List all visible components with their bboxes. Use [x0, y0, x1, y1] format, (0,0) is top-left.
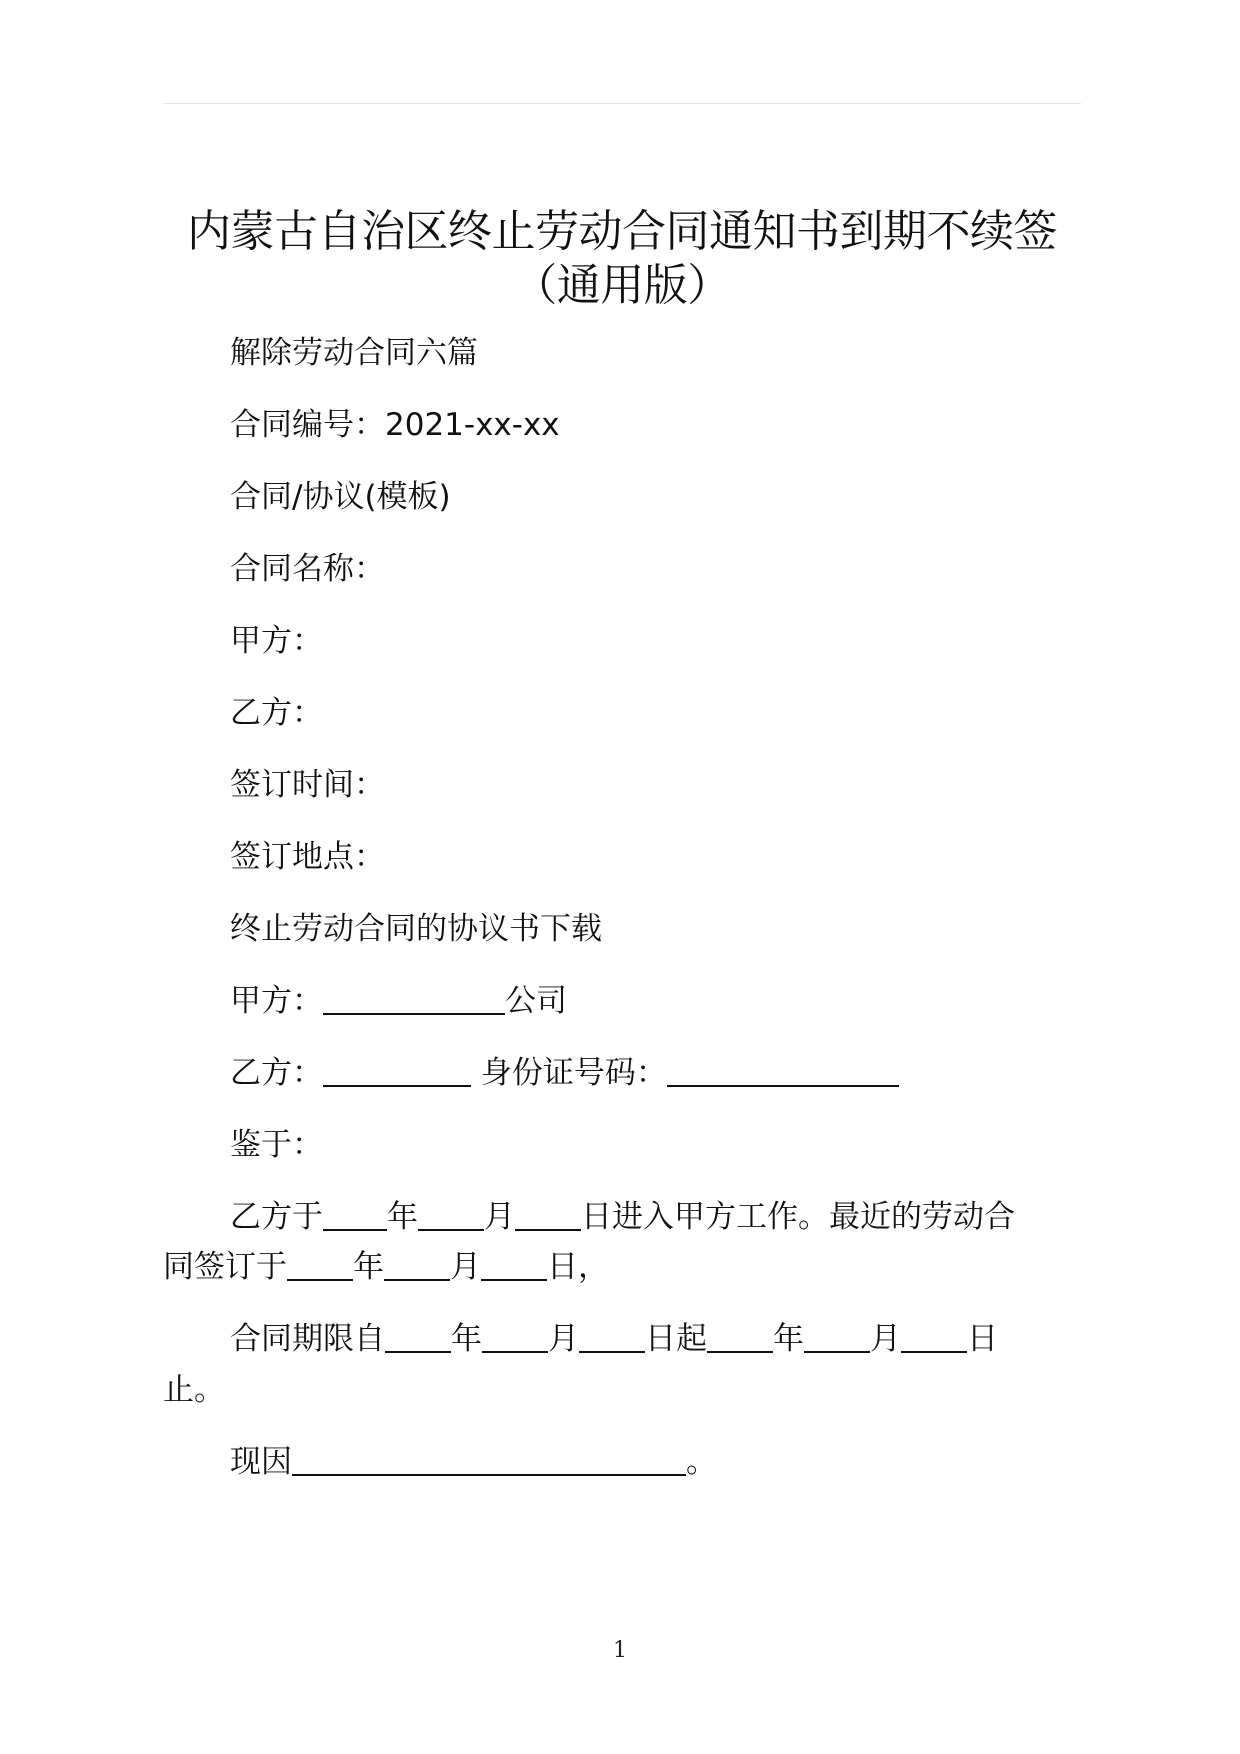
text: 月	[484, 1199, 515, 1235]
day-blank[interactable]	[481, 1249, 547, 1281]
text: 日，	[547, 1249, 609, 1285]
reason-line	[230, 1442, 717, 1482]
party-b-text: 乙方：	[230, 1055, 323, 1091]
party-b-blank[interactable]	[323, 1055, 471, 1087]
company-text: 公司	[505, 983, 567, 1019]
text: 月	[870, 1321, 901, 1357]
text: 年	[387, 1199, 418, 1235]
year-blank[interactable]	[287, 1249, 353, 1281]
start-day-blank[interactable]	[579, 1321, 645, 1353]
text: 现因	[230, 1444, 292, 1480]
reason-blank[interactable]	[292, 1444, 686, 1476]
contract-name-label: 合同名称：	[230, 551, 385, 587]
party-a-blank[interactable]	[323, 983, 505, 1015]
subtitle-line: 解除劳动合同六篇	[230, 335, 478, 371]
id-number-blank[interactable]	[667, 1055, 899, 1087]
year-blank[interactable]	[323, 1199, 387, 1231]
party-a-label: 甲方：	[230, 623, 323, 659]
signing-place-label: 签订地点：	[230, 839, 385, 875]
text: 月	[450, 1249, 481, 1285]
text: 日	[967, 1321, 998, 1357]
text: 合同期限自	[230, 1321, 385, 1357]
text: 年	[773, 1321, 804, 1357]
month-blank[interactable]	[384, 1249, 450, 1281]
end-year-blank[interactable]	[707, 1321, 773, 1353]
title-line-2: （通用版）	[513, 260, 731, 311]
text: 月	[548, 1321, 579, 1357]
term-end-text: 止。	[163, 1372, 225, 1408]
text: 年	[353, 1249, 384, 1285]
contract-number: 合同编号：2021-xx-xx	[230, 407, 560, 443]
text: 年	[451, 1321, 482, 1357]
text: 日起	[645, 1321, 707, 1357]
party-b-label: 乙方：	[230, 695, 323, 731]
header-rule	[163, 103, 1081, 104]
page-number: 1	[613, 1638, 627, 1663]
start-month-blank[interactable]	[482, 1321, 548, 1353]
contract-term-line	[230, 1319, 998, 1359]
id-number-label: 身份证号码：	[480, 1055, 667, 1091]
section-heading: 终止劳动合同的协议书下载	[230, 911, 602, 947]
party-b-line	[230, 1053, 899, 1093]
text: 同签订于	[163, 1249, 287, 1285]
document-title	[163, 205, 1081, 313]
start-year-blank[interactable]	[385, 1321, 451, 1353]
employment-date-line	[230, 1197, 1015, 1237]
title-line-1: 内蒙古自治区终止劳动合同通知书到期不续签	[187, 206, 1057, 257]
text: 乙方于	[230, 1199, 323, 1235]
contract-signed-line	[163, 1247, 609, 1287]
contract-type: 合同/协议(模板)	[230, 479, 451, 515]
party-a-line	[230, 981, 567, 1021]
whereas-label: 鉴于：	[230, 1127, 323, 1163]
end-day-blank[interactable]	[901, 1321, 967, 1353]
day-blank[interactable]	[515, 1199, 581, 1231]
signing-time-label: 签订时间：	[230, 767, 385, 803]
month-blank[interactable]	[418, 1199, 484, 1231]
end-month-blank[interactable]	[804, 1321, 870, 1353]
party-a-text: 甲方：	[230, 983, 323, 1019]
text: 。	[686, 1444, 717, 1480]
text: 日进入甲方工作。最近的劳动合	[581, 1199, 1015, 1235]
